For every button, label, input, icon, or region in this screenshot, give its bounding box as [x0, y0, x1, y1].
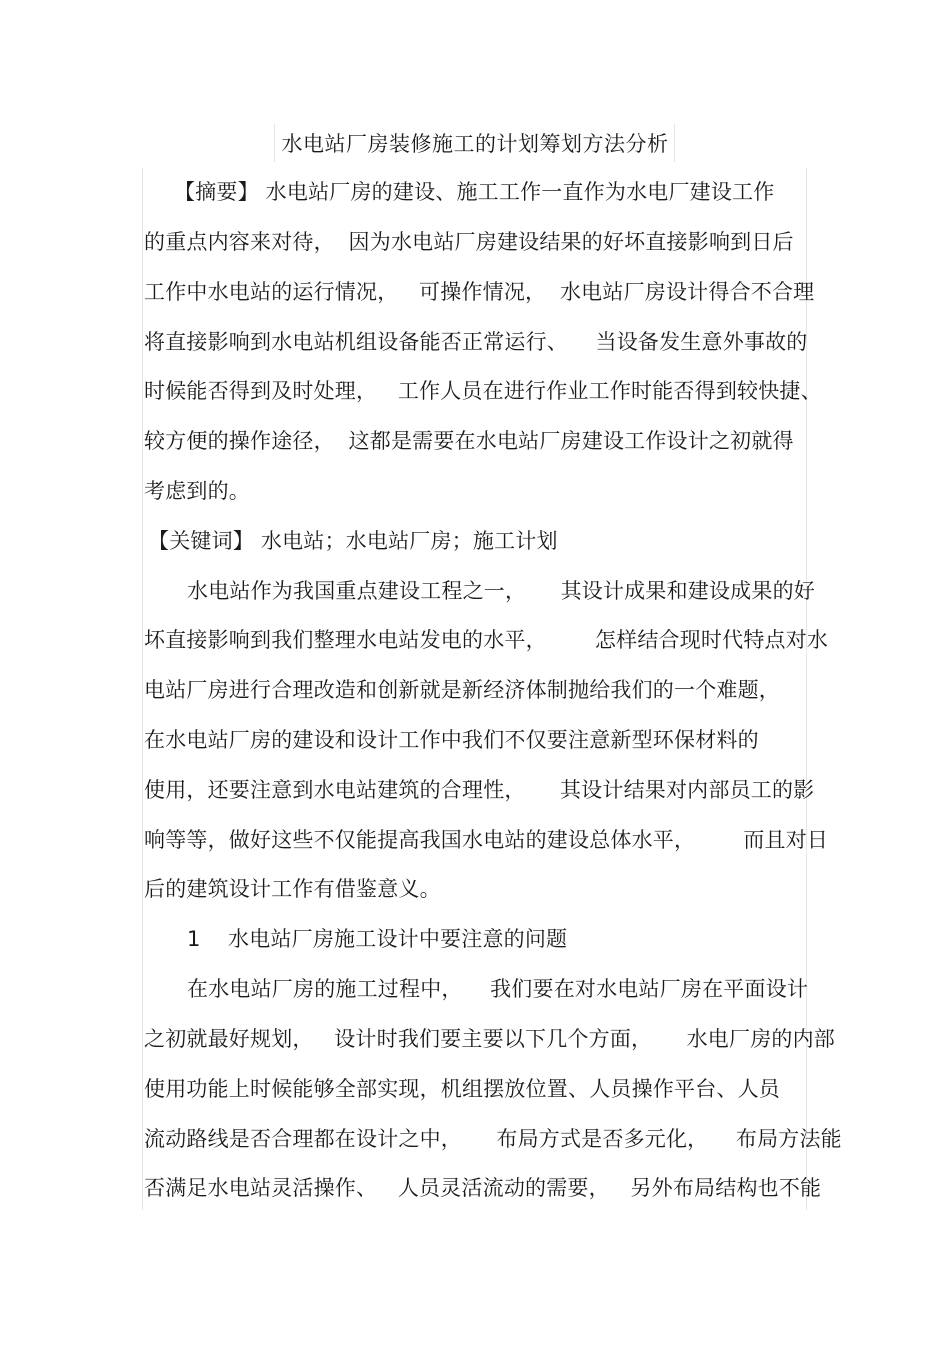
- body-paragraph-line: 电站厂房进行合理改造和创新就是新经济体制抛给我们的一个难题，: [144, 678, 780, 702]
- abstract-line: 的重点内容来对待， 因为水电站厂房建设结果的好坏直接影响到日后: [144, 230, 794, 254]
- body-paragraph-line: 在水电站厂房的建设和设计工作中我们不仅要注意新型环保材料的: [144, 728, 759, 752]
- section-paragraph-line: 之初就最好规划， 设计时我们要主要以下几个方面， 水电厂房的内部: [144, 1027, 835, 1051]
- body-paragraph-line: 水电站作为我国重点建设工程之一， 其设计成果和建设成果的好: [187, 579, 815, 603]
- abstract-line: 将直接影响到水电站机组设备能否正常运行、 当设备发生意外事故的: [144, 330, 808, 354]
- body-paragraph-line: 使用，还要注意到水电站建筑的合理性， 其设计结果对内部员工的影: [144, 778, 815, 802]
- document-title: 水电站厂房装修施工的计划筹划方法分析: [281, 132, 669, 156]
- section-paragraph-line: 否满足水电站灵活操作、 人员灵活流动的需要， 另外布局结构也不能: [144, 1176, 822, 1200]
- section-paragraph-line: 流动路线是否合理都在设计之中， 布局方式是否多元化， 布局方法能: [144, 1127, 842, 1151]
- abstract-line: 较方便的操作途径， 这都是需要在水电站厂房建设工作设计之初就得: [144, 429, 794, 453]
- body-paragraph-line: 响等等，做好这些不仅能提高我国水电站的建设总体水平， 而且对日: [144, 828, 829, 852]
- keywords-line: 【关键词】 水电站；水电站厂房；施工计划: [148, 529, 558, 553]
- section-paragraph-line: 使用功能上时候能够全部实现，机组摆放位置、人员操作平台、人员: [144, 1077, 780, 1101]
- abstract-line: 工作中水电站的运行情况， 可操作情况， 水电站厂房设计得合不合理: [144, 280, 815, 304]
- frame-divider-left: [142, 168, 143, 1210]
- section-paragraph-line: 在水电站厂房的施工过程中， 我们要在对水电站厂房在平面设计: [187, 977, 809, 1001]
- abstract-line: 时候能否得到及时处理， 工作人员在进行作业工作时能否得到较快捷、: [144, 379, 822, 403]
- body-paragraph-line: 后的建筑设计工作有借鉴意义。: [144, 877, 441, 901]
- abstract-line: 【摘要】 水电站厂房的建设、施工工作一直作为水电厂建设工作: [174, 180, 775, 204]
- body-paragraph-line: 坏直接影响到我们整理水电站发电的水平， 怎样结合现时代特点对水: [144, 628, 829, 652]
- abstract-line: 考虑到的。: [144, 479, 250, 503]
- section-heading: 1 水电站厂房施工设计中要注意的问题: [187, 927, 568, 951]
